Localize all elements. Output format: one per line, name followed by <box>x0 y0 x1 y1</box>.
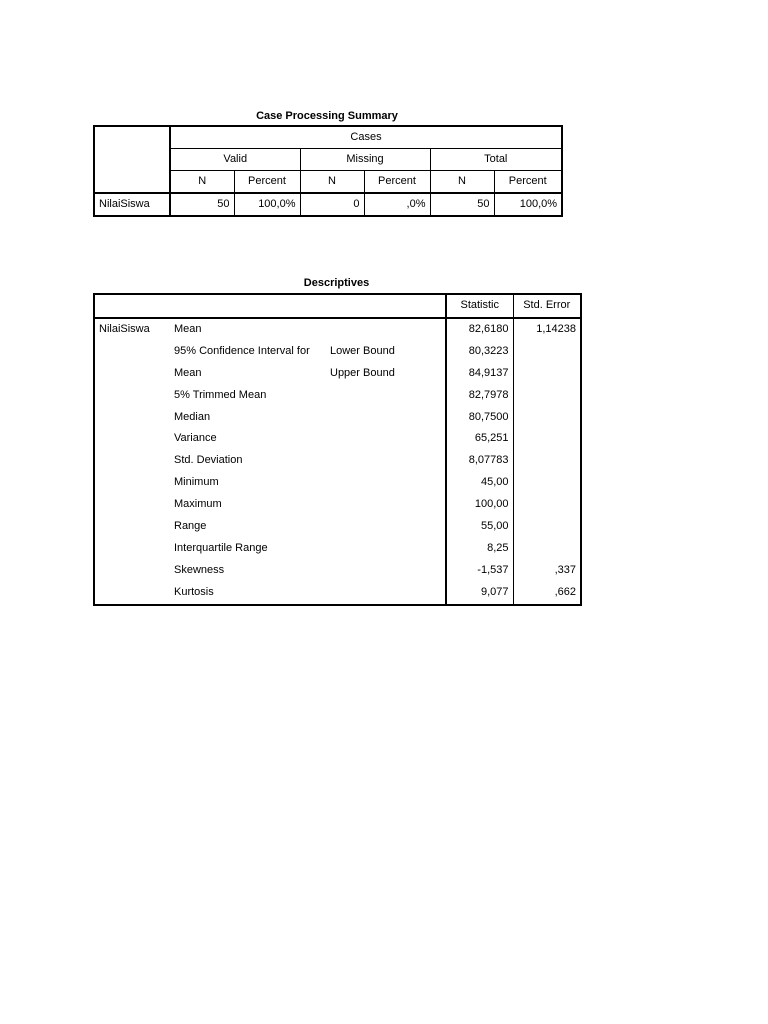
std-error-value <box>513 428 581 450</box>
bound-label <box>326 538 446 560</box>
variable-cell <box>94 450 170 472</box>
bound-label <box>326 582 446 605</box>
std-error-value: 1,14238 <box>513 318 581 341</box>
variable-cell <box>94 363 170 385</box>
group-header-valid: Valid <box>170 149 300 171</box>
bound-label <box>326 428 446 450</box>
bound-label <box>326 407 446 429</box>
std-error-value <box>513 385 581 407</box>
missing-percent-cell: ,0% <box>364 193 430 216</box>
statistic-label: Mean <box>174 322 202 335</box>
bound-label: Lower Bound <box>330 344 395 357</box>
statistic-value: 65,251 <box>446 428 513 450</box>
std-error-value: ,337 <box>513 560 581 582</box>
variable-cell <box>94 560 170 582</box>
valid-n-cell: 50 <box>170 193 234 216</box>
std-error-value <box>513 363 581 385</box>
table-row <box>94 494 581 516</box>
bound-label <box>326 472 446 494</box>
statistic-value: 55,00 <box>446 516 513 538</box>
variable-cell <box>94 472 170 494</box>
row-label-nilaisiswa: NilaiSiswa <box>94 193 170 216</box>
std-error-value <box>513 407 581 429</box>
subheader-n: N <box>430 171 494 194</box>
variable-cell <box>94 582 170 605</box>
cases-header: Cases <box>170 126 562 149</box>
subheader-percent: Percent <box>364 171 430 194</box>
bound-label <box>326 516 446 538</box>
subheader-percent: Percent <box>494 171 562 194</box>
table-row <box>94 472 581 494</box>
statistic-label: Range <box>174 520 207 533</box>
missing-n-cell: 0 <box>300 193 364 216</box>
case-processing-summary-table <box>93 125 563 217</box>
statistic-label: Minimum <box>174 476 219 489</box>
bound-label <box>326 450 446 472</box>
case-processing-summary-title: Case Processing Summary <box>256 110 398 122</box>
table-row <box>94 582 581 605</box>
std-error-value <box>513 538 581 560</box>
descriptives-table <box>93 293 582 606</box>
table-row <box>94 407 581 429</box>
variable-cell: NilaiSiswa <box>99 322 150 335</box>
std-error-value <box>513 472 581 494</box>
std-error-value <box>513 516 581 538</box>
table-row <box>94 560 581 582</box>
valid-percent-cell: 100,0% <box>234 193 300 216</box>
table-row <box>94 428 581 450</box>
corner-cell <box>94 126 170 193</box>
statistic-value: 45,00 <box>446 472 513 494</box>
table-row <box>94 516 581 538</box>
bound-label: Upper Bound <box>330 366 395 379</box>
statistic-label: Std. Deviation <box>174 454 243 467</box>
bound-label <box>326 318 446 341</box>
variable-cell <box>94 538 170 560</box>
statistic-label: Mean <box>174 366 202 379</box>
table-row <box>94 318 581 341</box>
subheader-n: N <box>300 171 364 194</box>
variable-cell <box>94 341 170 363</box>
statistic-header: Statistic <box>446 294 513 318</box>
std-error-value: ,662 <box>513 582 581 605</box>
statistic-value: 82,7978 <box>446 385 513 407</box>
statistic-label: Variance <box>174 432 217 445</box>
subheader-percent: Percent <box>234 171 300 194</box>
statistic-value: 80,7500 <box>446 407 513 429</box>
std-error-value <box>513 450 581 472</box>
bound-label <box>326 385 446 407</box>
statistic-value: 82,6180 <box>446 318 513 341</box>
variable-cell <box>94 494 170 516</box>
statistic-label: Interquartile Range <box>174 541 268 554</box>
table-row <box>94 341 581 363</box>
subheader-n: N <box>170 171 234 194</box>
statistic-value: 80,3223 <box>446 341 513 363</box>
statistic-value: 84,9137 <box>446 363 513 385</box>
bound-label <box>326 494 446 516</box>
variable-cell <box>94 428 170 450</box>
statistic-value: -1,537 <box>446 560 513 582</box>
bound-label <box>326 560 446 582</box>
std-error-value <box>513 341 581 363</box>
table-row <box>94 363 581 385</box>
table-row <box>94 450 581 472</box>
descriptives-title: Descriptives <box>303 277 370 289</box>
statistic-label: Median <box>174 410 211 423</box>
statistic-value: 8,07783 <box>446 450 513 472</box>
variable-cell <box>94 385 170 407</box>
table-row <box>94 538 581 560</box>
statistic-value: 9,077 <box>446 582 513 605</box>
group-header-missing: Missing <box>300 149 430 171</box>
std-error-header: Std. Error <box>513 294 581 318</box>
head-empty <box>170 294 326 318</box>
variable-cell <box>94 516 170 538</box>
statistic-label: 95% Confidence Interval for <box>174 344 310 357</box>
statistic-label: Kurtosis <box>174 585 214 598</box>
statistic-label: Maximum <box>174 498 222 511</box>
statistic-label: 5% Trimmed Mean <box>174 388 267 401</box>
variable-cell <box>94 407 170 429</box>
group-header-total: Total <box>430 149 562 171</box>
table-row <box>94 385 581 407</box>
statistic-value: 8,25 <box>446 538 513 560</box>
total-n-cell: 50 <box>430 193 494 216</box>
std-error-value <box>513 494 581 516</box>
head-empty <box>326 294 446 318</box>
total-percent-cell: 100,0% <box>494 193 562 216</box>
head-empty <box>94 294 170 318</box>
statistic-value: 100,00 <box>446 494 513 516</box>
statistic-label: Skewness <box>174 563 225 576</box>
